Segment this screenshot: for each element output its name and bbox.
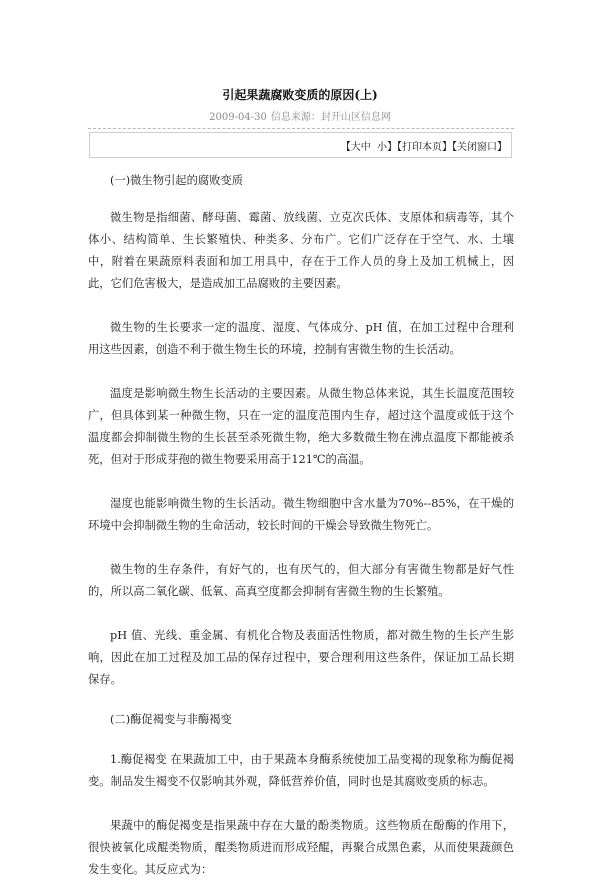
article-meta bbox=[0, 111, 600, 125]
font-size-large-medium-link[interactable]: 【大中 bbox=[340, 142, 371, 153]
paragraph: 温度是影响微生物生长活动的主要因素。从微生物总体来说，其生长温度范围较广，但具体到某一种微生物，只在一定的温度范围内生存，超过这个温度或低于这个温度都会抑制微生物的生长甚至杀死微生物，绝大多数微生物在沸点温度下都能被杀死，但对于形成芽孢的微生物要采用高于121℃的高温。 bbox=[88, 387, 514, 466]
toolbar-box bbox=[89, 132, 512, 158]
close-window-link[interactable]: 【关闭窗口】 bbox=[452, 142, 507, 153]
paragraph: 湿度也能影响微生物的生长活动。微生物细胞中含水量为70%--85%，在干燥的环境中会抑制微生物的生命活动，较长时间的干燥会导致微生物死亡。 bbox=[88, 497, 514, 532]
article-date: 2009-04-30 bbox=[209, 112, 267, 123]
paragraph: 微生物的生存条件，有好气的，也有厌气的，但大部分有害微生物都是好气性的，所以高二氧化碳、低氧、高真空度都会抑制有害微生物的生长繁殖。 bbox=[88, 563, 514, 598]
source-label: 信息来源： bbox=[270, 112, 321, 123]
section-heading: (二)酶促褐变与非酶褐变 bbox=[110, 713, 232, 726]
print-page-link[interactable]: 【打印本页】 bbox=[397, 142, 452, 153]
paragraph: 1.酶促褐变 在果蔬加工中，由于果蔬本身酶系统使加工品变褐的现象称为酶促褐变。制品发生褐变不仅影响其外观，降低营养价值，同时也是其腐败变质的标志。 bbox=[88, 753, 514, 788]
paragraph: 微生物是指细菌、酵母菌、霉菌、放线菌、立克次氏体、支原体和病毒等，其个体小、结构简单、生长繁殖快、种类多、分布广。它们广泛存在于空气、水、土壤中，附着在果蔬原料表面和加工用具中，存在于工作人员的身上及加工机械上，因此，它们危害极大，是造成加工品腐败的主要因素。 bbox=[88, 211, 514, 290]
article-content bbox=[88, 170, 514, 881]
article-title: 引起果蔬腐败变质的原因(上) bbox=[222, 88, 378, 102]
paragraph: 微生物的生长要求一定的温度、湿度、气体成分、pH 值，在加工过程中合理利用这些因素，创造不利于微生物生长的环境，控制有害微生物的生长活动。 bbox=[88, 321, 514, 356]
article-source: 封开山区信息网 bbox=[320, 112, 391, 123]
font-size-small-link[interactable]: 小】 bbox=[377, 142, 397, 153]
article-toolbar bbox=[341, 141, 507, 155]
paragraph: 果蔬中的酶促褐变是指果蔬中存在大量的酚类物质。这些物质在酚酶的作用下，很快被氧化成醌类物质，醌类物质进而形成羟醌，再聚合成黑色素，从而使果蔬颜色发生变化。其反应式为： bbox=[88, 819, 514, 876]
dashed-divider bbox=[88, 128, 514, 129]
section-heading: (一)微生物引起的腐败变质 bbox=[110, 174, 244, 187]
paragraph: pH 值、光线、重金属、有机化合物及表面活性物质，都对微生物的生长产生影响，因此在加工过程及加工品的保存过程中，要合理利用这些条件，保证加工品长期保存。 bbox=[88, 629, 514, 686]
